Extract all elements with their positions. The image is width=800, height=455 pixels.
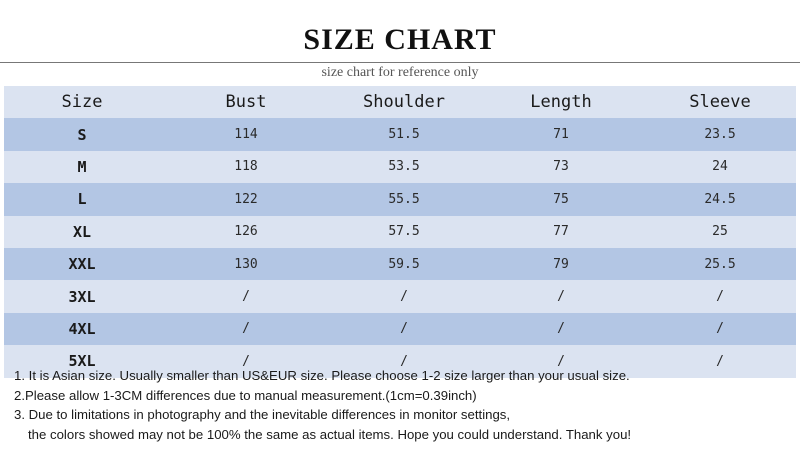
table-row [4,183,796,215]
length-cell: 75 [553,191,569,207]
table-row [4,151,796,183]
page-title: SIZE CHART [303,23,497,56]
column-header-length: Length [530,92,592,113]
sleeve-cell: / [716,353,724,369]
sleeve-cell: 23.5 [704,127,736,143]
size-table [4,86,796,378]
table-row [4,248,796,280]
table-row [4,280,796,312]
page-subtitle: size chart for reference only [321,65,479,80]
size-notes [14,366,794,444]
length-cell: 77 [553,224,569,240]
size-cell: 5XL [68,352,96,371]
sleeve-cell: 24 [712,159,728,175]
column-header-size: Size [61,92,103,113]
note-colors: the colors showed may not be 100% the same as actual items. Hope you could understand. Thank you! [28,426,632,442]
bust-cell: 130 [234,256,258,272]
title-divider [0,62,800,63]
size-cell: XXL [68,255,96,274]
length-cell: 71 [553,127,569,143]
table-row [4,313,796,345]
shoulder-cell: / [400,289,408,305]
shoulder-cell: 55.5 [388,191,420,207]
bust-cell: 118 [234,159,258,175]
length-cell: 73 [553,159,569,175]
shoulder-cell: 51.5 [388,127,420,143]
column-header-shoulder: Shoulder [363,92,445,113]
shoulder-cell: 59.5 [388,256,420,272]
bust-cell: 126 [234,224,258,240]
size-cell: XL [72,222,92,241]
size-cell: 4XL [68,319,96,338]
size-cell: L [77,190,87,209]
shoulder-cell: / [400,353,408,369]
size-cell: S [77,125,87,144]
table-row [4,118,796,150]
shoulder-cell: 57.5 [388,224,420,240]
sleeve-cell: / [716,321,724,337]
sleeve-cell: 24.5 [704,191,736,207]
bust-cell: 122 [234,191,258,207]
bust-cell: / [242,353,250,369]
size-cell: M [77,157,87,176]
bust-cell: 114 [234,127,258,143]
sleeve-cell: / [716,289,724,305]
length-cell: 79 [553,256,569,272]
length-cell: / [557,353,565,369]
sleeve-cell: 25.5 [704,256,736,272]
sleeve-cell: 25 [712,224,728,240]
column-header-sleeve: Sleeve [689,92,751,113]
note-measurement: 2.Please allow 1-3CM differences due to manual measurement.(1cm=0.39inch) [14,387,477,403]
note-photography: 3. Due to limitations in photography and the inevitable differences in monitor settings, [14,407,511,422]
size-cell: 3XL [68,287,96,306]
note-asian-size: 1. It is Asian size. Usually smaller than US&EUR size. Please choose 1-2 size larger than your usual size. [14,368,630,383]
table-header-row [4,86,796,118]
column-header-bust: Bust [225,92,267,113]
table-row [4,216,796,248]
bust-cell: / [242,321,250,337]
shoulder-cell: 53.5 [388,159,420,175]
shoulder-cell: / [400,321,408,337]
length-cell: / [557,289,565,305]
length-cell: / [557,321,565,337]
bust-cell: / [242,289,250,305]
